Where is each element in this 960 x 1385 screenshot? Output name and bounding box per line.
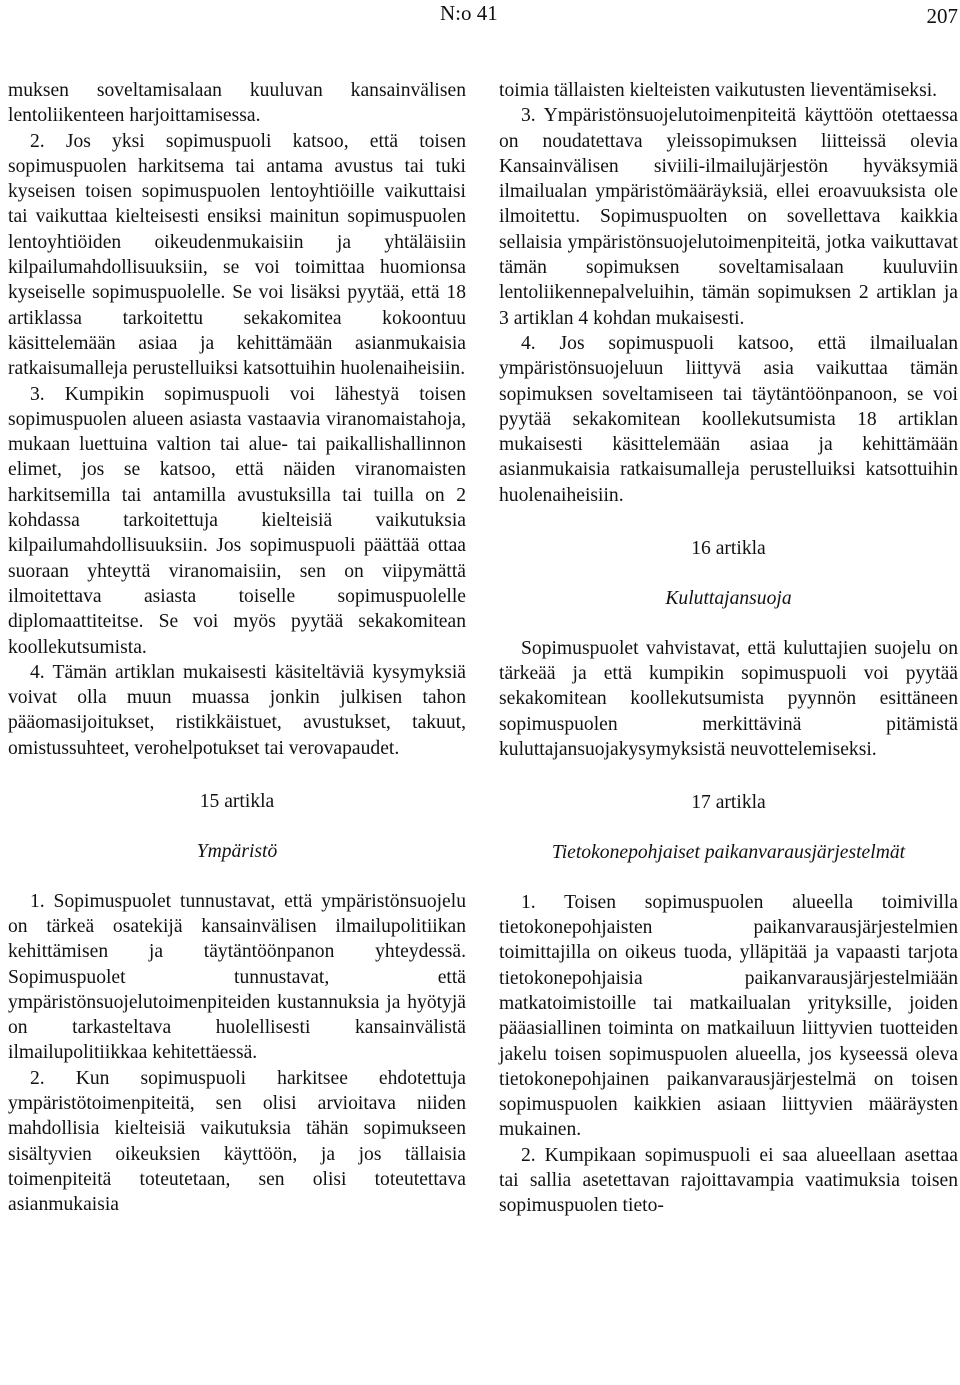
paragraph: 2. Kumpikaan sopimuspuoli ei saa alueellaan asettaa tai sallia asetettavan rajoittavampia vaatimuksia toisen sopimuspuolen tieto- [499, 1144, 958, 1217]
paragraph: 2. Jos yksi sopimuspuoli katsoo, että toisen sopimuspuolen harkitsema tai antama avustus tai tuki kyseisen toisen sopimuspuolen lentoyhtiöille vaikuttaisi tai vaikuttaa kielteisesti ensiksi mainitun sopimuspuolen lentoyhtiöiden oikeudenmukaisiin ja yhtäläisiin kilpailumahdollisuuksiin, se voi toimittaa huomionsa kyseiselle sopimuspuolelle. Se voi lisäksi pyytää, että 18 artiklassa tarkoitettu sekakomitea kokoontuu käsittelemään asiaa ja kehittämään asianmukaisia ratkaisumalleja perustelluiksi katsottuihin huolenaiheisiin. [8, 130, 466, 380]
paragraph: 4. Tämän artiklan mukaisesti käsiteltäviä kysymyksiä voivat olla muun muassa jonkin julkisen tahon pääomasijoitukset, ristikkäistuet, avustukset, takuut, omistussuhteet, verohelpotukset tai verovapaudet. [8, 661, 466, 759]
issue-number: N:o 41 [440, 1, 498, 25]
paragraph: 4. Jos sopimuspuoli katsoo, että ilmailualan ympäristönsuojeluun liittyvä asia vaikuttaa tämän sopimuksen soveltamiseen tai täytäntöönpanoon, se voi pyytää sekakomitean koollekutsumista 18 artiklan mukaisesti käsittelemään asiaa ja kehittämään asianmukaisia ratkaisumalleja perustelluiksi katsottuihin huolenaiheisiin. [499, 332, 958, 506]
paragraph: Sopimuspuolet vahvistavat, että kuluttajien suojelu on tärkeää ja että kumpikin sopimuspuoli voi pyytää sekakomitean koollekutsumista pyynnön esittäneen sopimuspuolen merkittävinä pitämistä kuluttajansuojakysymyksistä neuvottelemiseksi. [499, 637, 958, 760]
right-column [499, 78, 958, 1219]
paragraph: 2. Kun sopimuspuoli harkitsee ehdotettuja ympäristötoimenpiteitä, sen olisi arvioitava niiden mahdollisia kielteisiä vaikutuksia tähän sopimukseen sisältyvien oikeuksien käyttöön, ja jos tällaisia toimenpiteitä toteutetaan, sen olisi toteutettava asianmukaisia [8, 1067, 466, 1216]
paragraph: 1. Toisen sopimuspuolen alueella toimivilla tietokonepohjaisten paikanvarausjärjestelmien toimittajilla on oikeus tuoda, ylläpitää ja vapaasti tarjota tietokonepohjaisia paikanvarausjärjestelmiään matkatoimistoille tai matkailualan yrityksille, joiden pääasiallinen toiminta on matkailuun liittyvien tuotteiden jakelu toisen sopimuspuolen alueella, jos kyseessä oleva tietokonepohjainen paikanvarausjärjestelmä on toisen sopimuspuolen kaikkien asiaan liittyvien määräysten mukainen. [499, 891, 958, 1141]
paragraph: 3. Ympäristönsuojelutoimenpiteitä käyttöön otettaessa on noudatettava yleissopimuksen liitteissä olevia Kansainvälisen siviili-ilmailujärjestön hyväksymiä ilmailualan ympäristömääräyksiä, ellei eroavuuksista ole ilmoitettu. Sopimuspuolten on sovellettava kaikkia sellaisia ympäristönsuojelutoimenpiteitä, jotka vaikuttavat tämän sopimuksen soveltamisalaan kuuluviin lentoliikennepalveluihin, tämän sopimuksen 2 artiklan ja 3 artiklan 4 kohdan mukaisesti. [499, 105, 958, 329]
paragraph: 3. Kumpikin sopimuspuoli voi lähestyä toisen sopimuspuolen alueen asiasta vastaavia viranomaistahoja, mukaan luettuina valtion tai alue- tai paikallishallinnon elimet, jos se katsoo, että näiden viranomaisten harkitsemilla tai antamilla avustuksilla tai tuilla on 2 kohdassa tarkoitettuja kielteisiä vaikutuksia kilpailumahdollisuuksiin. Jos sopimuspuoli päättää ottaa suoraan yhteyttä viranomaisiin, sen on viipymättä ilmoitettava asiasta toiselle sopimuspuolelle diplomaattiteitse. Se voi myös pyytää sekakomitean koollekutsumista. [8, 383, 466, 658]
page-header [0, 0, 960, 40]
paragraph: toimia tällaisten kielteisten vaikutusten lieventämiseksi. [499, 80, 938, 101]
article-heading: 16 artikla [691, 538, 766, 560]
article-heading: 15 artikla [199, 791, 275, 813]
article-title: Kuluttajansuoja [665, 588, 792, 610]
left-column [8, 78, 466, 1217]
paragraph: muksen soveltamisalaan kuuluvan kansainvälisen lentoliikenteen harjoittamisessa. [8, 80, 466, 127]
page-number: 207 [926, 4, 958, 28]
paragraph: 1. Sopimuspuolet tunnustavat, että ympäristönsuojelu on tärkeä osatekijä kansainvälisen ilmailupolitiikan kehittämisen ja täytäntöönpanon yhteydessä. Sopimuspuolet tunnustavat, että ympäristönsuojelutoimenpiteiden kustannuksia ja hyötyjä on tarkasteltava huolellisesti kansainvälistä ilmailupolitiikkaa kehitettäessä. [8, 890, 466, 1064]
article-heading: 17 artikla [691, 792, 766, 814]
article-title: Tietokonepohjaiset paikanvarausjärjestelmät [551, 842, 906, 864]
article-title: Ympäristö [196, 841, 278, 863]
